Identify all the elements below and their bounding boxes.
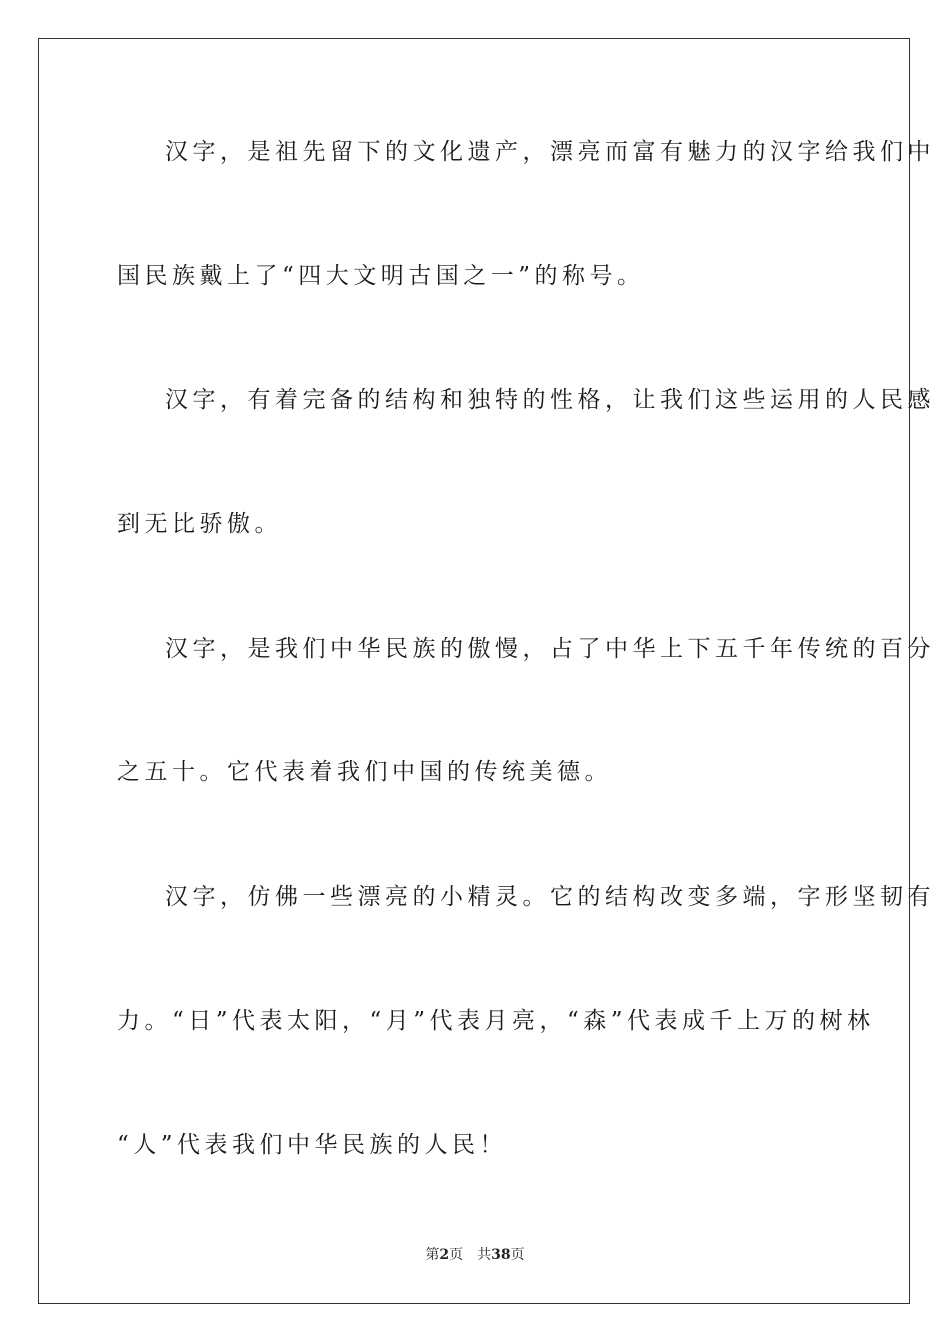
paragraph-4-line-1: 汉字，仿佛一些漂亮的小精灵。它的结构改变多端，字形坚韧有 [165, 884, 935, 910]
total-pages: 38 [491, 1247, 511, 1263]
paragraph-1-line-2: 国民族戴上了“四大文明古国之一”的称号。 [117, 263, 645, 289]
paragraph-1-line-1: 汉字，是祖先留下的文化遗产，漂亮而富有魅力的汉字给我们中 [165, 139, 935, 165]
page-footer [0, 1246, 950, 1264]
page-suffix: 页 [449, 1247, 464, 1263]
paragraph-4-line-2: 力。“日”代表太阳，“月”代表月亮，“森”代表成千上万的树林 [117, 1008, 875, 1034]
paragraph-4-line-3: “人”代表我们中华民族的人民！ [117, 1132, 508, 1158]
total-prefix: 共 [477, 1247, 492, 1263]
page-prefix: 第 [425, 1247, 440, 1263]
paragraph-2-line-2: 到无比骄傲。 [117, 511, 282, 537]
paragraph-3-line-2: 之五十。它代表着我们中国的传统美德。 [117, 759, 612, 785]
page-frame [38, 38, 935, 1304]
total-suffix: 页 [510, 1247, 525, 1263]
paragraph-2-line-1: 汉字，有着完备的结构和独特的性格，让我们这些运用的人民感 [165, 387, 935, 413]
page-number: 2 [439, 1247, 450, 1263]
paragraph-3-line-1: 汉字，是我们中华民族的傲慢，占了中华上下五千年传统的百分 [165, 636, 935, 662]
